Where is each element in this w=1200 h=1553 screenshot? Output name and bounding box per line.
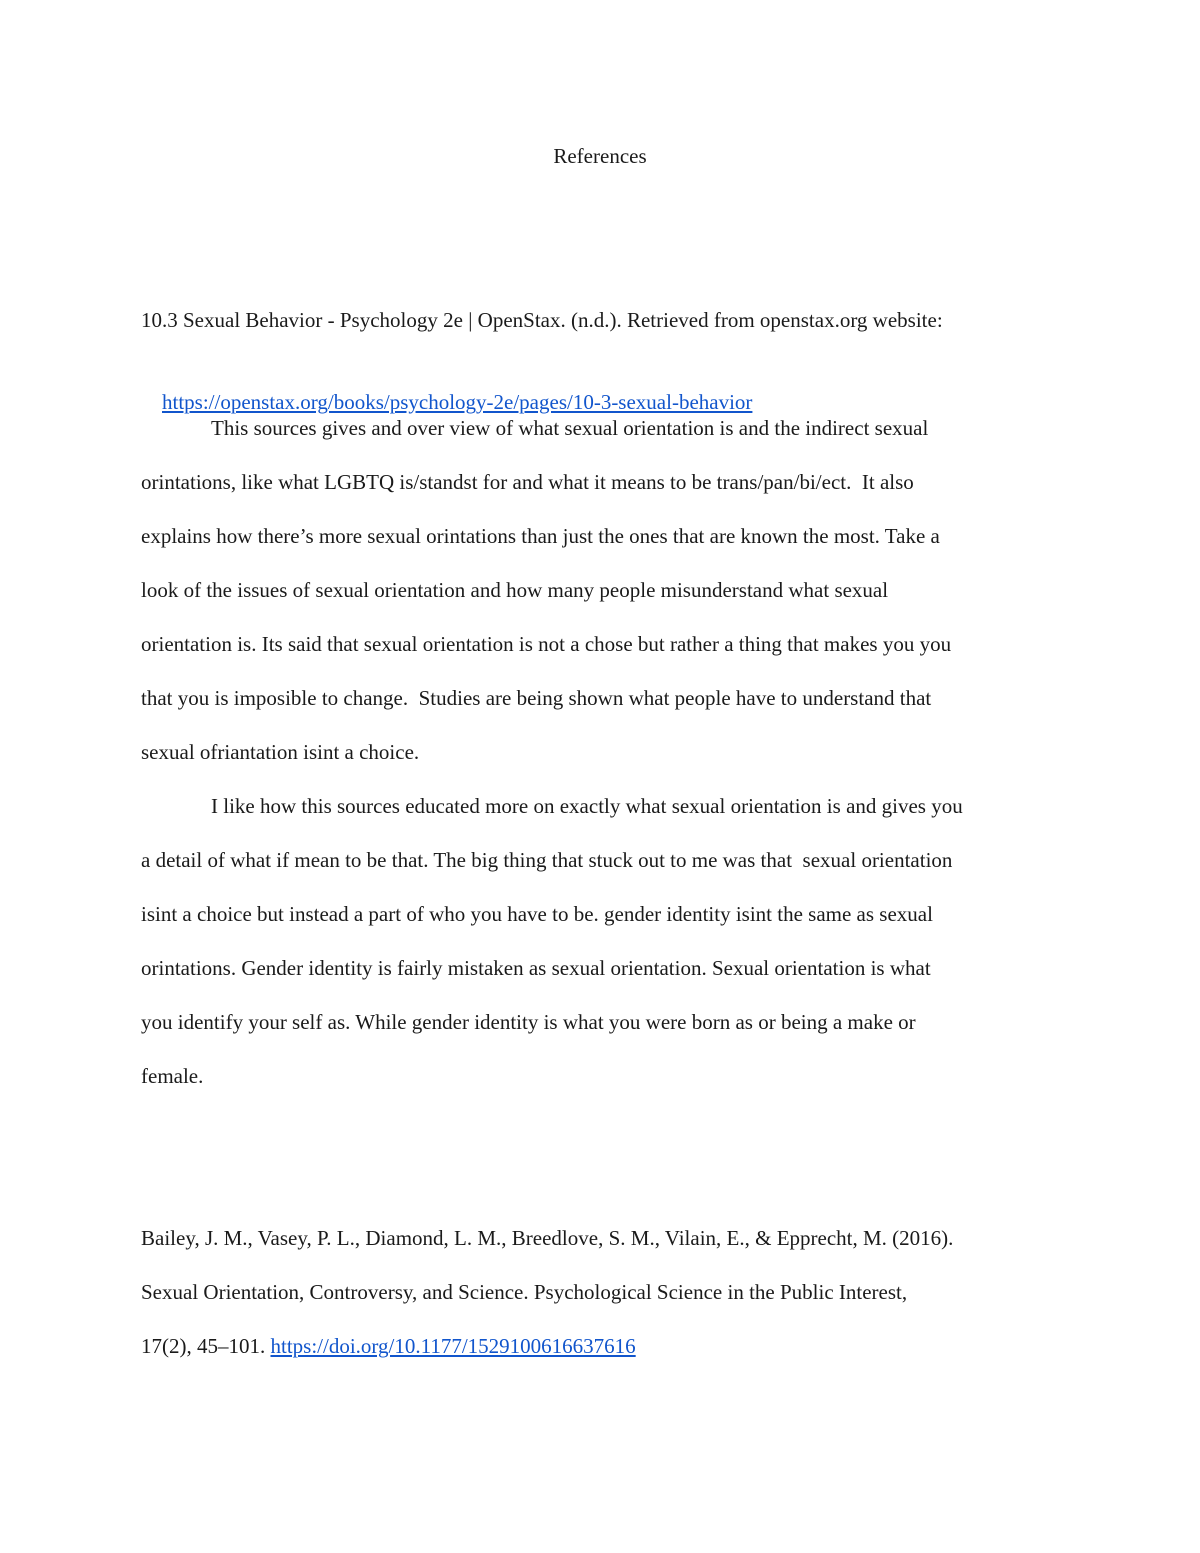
citation-line (141, 1332, 636, 1360)
summary-line: This sources gives and over view of what sexual orientation is and the indirect sexual (211, 416, 929, 440)
summary-line: explains how there’s more sexual orintations than just the ones that are known the most. Take a (141, 524, 940, 548)
summary-line: sexual ofriantation isint a choice. (141, 740, 420, 764)
reflection-line: I like how this sources educated more on exactly what sexual orientation is and gives you (211, 794, 963, 818)
reflection-line: female. (141, 1064, 204, 1088)
reflection-line: you identify your self as. While gender identity is what you were born as or being a make or (141, 1010, 916, 1034)
citation-line: Sexual Orientation, Controversy, and Science. Psychological Science in the Public Interest, (141, 1280, 908, 1304)
citation-line: Bailey, J. M., Vasey, P. L., Diamond, L. M., Breedlove, S. M., Vilain, E., & Epprecht, M. (2016). (141, 1226, 954, 1250)
reflection-line: isint a choice but instead a part of who you have to be. gender identity isint the same as sexual (141, 902, 933, 926)
summary-line: look of the issues of sexual orientation and how many people misunderstand what sexual (141, 578, 889, 602)
summary-line: that you is imposible to change. Studies are being shown what people have to understand that (141, 686, 932, 710)
summary-line: orintations, like what LGBTQ is/standst for and what it means to be trans/pan/bi/ect. It also (141, 470, 914, 494)
doi-link[interactable]: https://doi.org/10.1177/1529100616637616 (270, 1334, 636, 1358)
reflection-line: orintations. Gender identity is fairly mistaken as sexual orientation. Sexual orientation is what (141, 956, 931, 980)
citation-volume-pages: 17(2), 45–101. (141, 1334, 271, 1358)
citation-line: 10.3 Sexual Behavior - Psychology 2e | OpenStax. (n.d.). Retrieved from openstax.org website: (141, 308, 943, 332)
summary-line: orientation is. Its said that sexual orientation is not a chose but rather a thing that makes you you (141, 632, 952, 656)
reflection-line: a detail of what if mean to be that. The big thing that stuck out to me was that sexual orientation (141, 848, 953, 872)
page-title: References (553, 144, 647, 168)
citation-link[interactable]: https://openstax.org/books/psychology-2e/pages/10-3-sexual-behavior (162, 390, 753, 414)
